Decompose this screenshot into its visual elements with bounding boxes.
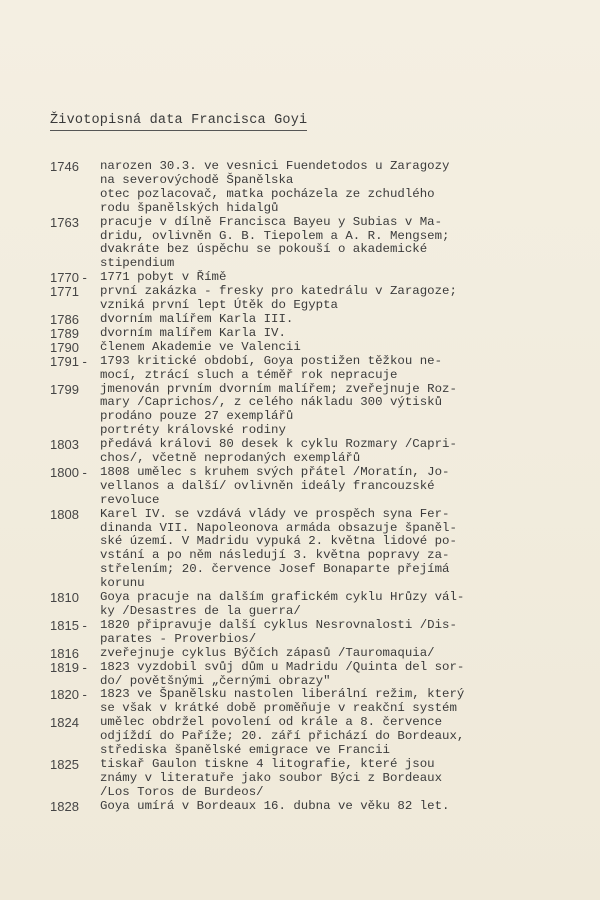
chronology-entry <box>0 327 600 341</box>
entry-text <box>100 383 560 439</box>
entry-line: dridu, ovlivněn G. B. Tiepolem a A. R. Mengsem; <box>100 228 450 243</box>
entry-line: parates - Proverbios/ <box>100 631 257 646</box>
entry-text <box>100 800 560 814</box>
entry-line: stipendium <box>100 256 175 271</box>
chronology-list <box>0 160 600 814</box>
entry-year: 1790 <box>50 339 79 355</box>
entry-text <box>100 716 560 758</box>
entry-line: známy v literatuře jako soubor Býci z Bordeaux <box>100 770 443 785</box>
entry-line: tiskař Gaulon tiskne 4 litografie, které jsou <box>100 756 435 771</box>
chronology-entry <box>0 647 600 661</box>
entry-year: 1808 <box>50 506 79 522</box>
entry-line: korunu <box>100 576 145 591</box>
entry-year: 1819 - <box>50 659 87 675</box>
chronology-entry <box>0 688 600 716</box>
entry-line: mary /Caprichos/, z celého nákladu 300 výtisků <box>100 395 443 410</box>
entry-line: zveřejnuje cyklus Býčích zápasů /Tauromaquia/ <box>100 645 435 660</box>
entry-text <box>100 508 560 591</box>
entry-line: chos/, včetně neprodaných exemplářů <box>100 451 361 466</box>
entry-text <box>100 591 560 619</box>
entry-text <box>100 160 560 216</box>
chronology-entry <box>0 619 600 647</box>
entry-line: dvakráte bez úspěchu se pokouší o akademické <box>100 242 428 257</box>
entry-year: 1800 - <box>50 464 87 480</box>
chronology-entry <box>0 508 600 591</box>
chronology-entry <box>0 758 600 800</box>
entry-line: členem Akademie ve Valencii <box>100 339 301 354</box>
entry-line: Goya pracuje na dalším grafickém cyklu Hrůzy vál- <box>100 590 465 605</box>
entry-line: na severovýchodě Španělska <box>100 172 294 187</box>
entry-line: do/ povětšnými „černými obrazy" <box>100 673 331 688</box>
entry-line: se však v krátké době proměňuje v reakční systém <box>100 701 457 716</box>
entry-line: rodu španělských hidalgů <box>100 200 279 215</box>
entry-line: 1793 kritické období, Goya postižen těžkou ne- <box>100 353 443 368</box>
entry-line: dvorním malířem Karla III. <box>100 311 294 326</box>
entry-line: pracuje v dílně Francisca Bayeu y Subias v Ma- <box>100 214 443 229</box>
entry-year: 1746 <box>50 159 79 174</box>
entry-text <box>100 355 560 383</box>
entry-line: narozen 30.3. ve vesnici Fuendetodos u Zaragozy <box>100 159 450 173</box>
chronology-entry <box>0 285 600 313</box>
entry-text <box>100 661 560 689</box>
entry-year: 1771 <box>50 284 79 300</box>
entry-year: 1791 - <box>50 353 87 369</box>
chronology-entry <box>0 160 600 216</box>
entry-line: 1823 ve Španělsku nastolen liberální režim, který <box>100 687 465 702</box>
entry-line: Karel IV. se vzdává vlády ve prospěch syna Fer- <box>100 506 450 521</box>
entry-text <box>100 271 560 285</box>
entry-text <box>100 313 560 327</box>
entry-year: 1810 <box>50 590 79 606</box>
chronology-entry <box>0 591 600 619</box>
entry-line: Goya umírá v Bordeaux 16. dubna ve věku 82 let. <box>100 798 450 813</box>
chronology-entry <box>0 661 600 689</box>
entry-line: 1771 pobyt v Římě <box>100 270 227 285</box>
entry-text <box>100 438 560 466</box>
entry-text <box>100 466 560 508</box>
entry-line: odjíždí do Paříže; 20. září přichází do Bordeaux, <box>100 729 465 744</box>
chronology-entry <box>0 271 600 285</box>
chronology-entry <box>0 438 600 466</box>
chronology-entry <box>0 313 600 327</box>
entry-line: jmenován prvním dvorním malířem; zveřejnuje Roz- <box>100 381 457 396</box>
entry-line: vstání a po něm následují 3. května popravy za- <box>100 548 450 563</box>
entry-year: 1803 <box>50 437 79 453</box>
entry-text <box>100 758 560 800</box>
entry-text <box>100 285 560 313</box>
entry-line: portréty královské rodiny <box>100 423 286 438</box>
entry-year: 1789 <box>50 325 79 341</box>
entry-year: 1763 <box>50 214 79 230</box>
entry-line: otec pozlacovač, matka pocházela ze zchudlého <box>100 186 435 201</box>
entry-year: 1828 <box>50 798 79 814</box>
entry-line: 1820 připravuje další cyklus Nesrovnalosti /Dis- <box>100 617 457 632</box>
chronology-entry <box>0 341 600 355</box>
entry-text <box>100 647 560 661</box>
chronology-entry <box>0 466 600 508</box>
entry-line: revoluce <box>100 492 160 507</box>
entry-line: první zakázka - fresky pro katedrálu v Zaragoze; <box>100 284 457 299</box>
entry-text <box>100 341 560 355</box>
chronology-entry <box>0 355 600 383</box>
entry-year: 1815 - <box>50 617 87 633</box>
entry-line: dinanda VII. Napoleonova armáda obsazuje španěl- <box>100 520 457 535</box>
entry-line: umělec obdržel povolení od krále a 8. července <box>100 715 443 730</box>
entry-line: dvorním malířem Karla IV. <box>100 325 286 340</box>
entry-year: 1825 <box>50 756 79 772</box>
entry-year: 1824 <box>50 715 79 731</box>
entry-year: 1770 - <box>50 270 87 286</box>
entry-line: střelením; 20. července Josef Bonaparte přejímá <box>100 562 450 577</box>
entry-line: prodáno pouze 27 exemplářů <box>100 409 294 424</box>
entry-line: ky /Desastres de la guerra/ <box>100 604 301 618</box>
entry-text <box>100 619 560 647</box>
entry-text <box>100 216 560 272</box>
entry-line: vzniká první lept Útěk do Egypta <box>100 298 338 313</box>
chronology-entry <box>0 800 600 814</box>
entry-line: vellanos a další/ ovlivněn ideály francouzské <box>100 478 435 493</box>
chronology-entry <box>0 216 600 272</box>
entry-line: mocí, ztrácí sluch a téměř rok nepracuje <box>100 367 398 382</box>
page-title: Životopisná data Francisca Goyi <box>50 113 307 131</box>
entry-line: střediska španělské emigrace ve Francii <box>100 743 390 758</box>
chronology-entry <box>0 383 600 439</box>
entry-year: 1816 <box>50 645 79 661</box>
entry-line: 1823 vyzdobil svůj dům u Madridu /Quinta del sor- <box>100 659 465 674</box>
entry-year: 1786 <box>50 311 79 327</box>
entry-line: /Los Toros de Burdeos/ <box>100 784 264 799</box>
entry-text <box>100 327 560 341</box>
entry-line: ské území. V Madridu vypuká 2. května lidové po- <box>100 534 457 549</box>
entry-text <box>100 688 560 716</box>
entry-year: 1820 - <box>50 687 87 703</box>
entry-line: 1808 umělec s kruhem svých přátel /Moratín, Jo- <box>100 464 450 479</box>
chronology-entry <box>0 716 600 758</box>
entry-year: 1799 <box>50 381 79 397</box>
entry-line: předává královi 80 desek k cyklu Rozmary /Capri- <box>100 437 457 452</box>
